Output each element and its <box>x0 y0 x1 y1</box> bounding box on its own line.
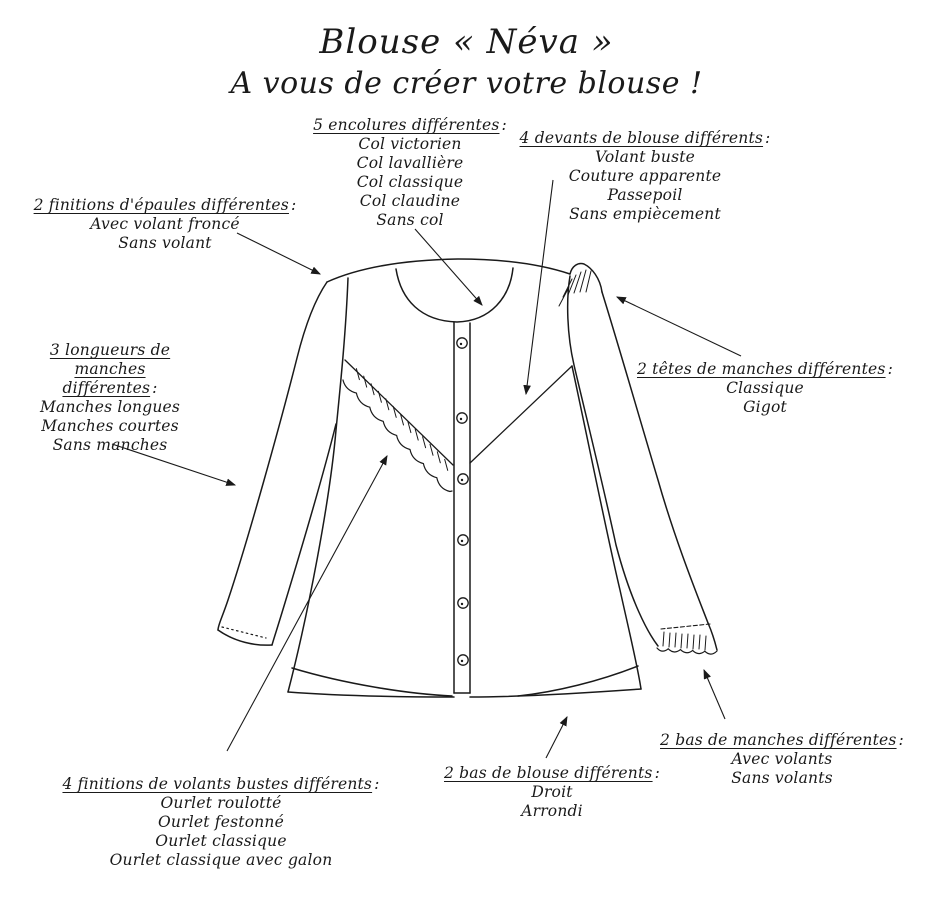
option-label: Classique <box>726 379 804 397</box>
option-label: Sans empiècement <box>569 205 721 223</box>
right-cuff-ruffle-hatches <box>663 632 706 650</box>
colon: : <box>152 379 158 397</box>
annotation-heading: 5 encolures différentes : <box>313 116 507 134</box>
button <box>458 474 468 484</box>
body-right-edge <box>572 366 641 689</box>
page-title: Blouse « Néva » <box>319 22 614 62</box>
annotation-options <box>34 215 297 253</box>
button <box>458 598 468 608</box>
colon: : <box>290 196 297 214</box>
left-cuff-edge <box>218 630 272 645</box>
placket-buttons <box>457 338 468 665</box>
colon: : <box>887 360 894 378</box>
arrow-blouse-hems <box>546 717 567 758</box>
annotation-options <box>520 148 771 224</box>
annotation-bust-ruffles <box>62 775 379 870</box>
annotation-options <box>313 135 507 230</box>
right-cuff-side <box>708 623 717 650</box>
arrow-necklines <box>415 229 482 305</box>
page-subtitle: A vous de créer votre blouse ! <box>230 66 703 101</box>
body-left-edge <box>288 278 348 692</box>
annotation-options <box>444 783 660 821</box>
option-label: Col victorien <box>358 135 462 153</box>
option-label: Sans volant <box>118 234 212 252</box>
option-label: Avec volant froncé <box>90 215 240 233</box>
button <box>457 413 467 423</box>
annotation-fronts <box>520 129 771 224</box>
option-label: Manches courtes <box>41 417 179 435</box>
colon: : <box>374 775 380 793</box>
annotation-options <box>35 398 185 455</box>
arrow-sleeve-heads <box>617 297 741 356</box>
option-label: Couture apparente <box>568 167 722 185</box>
option-label: Gigot <box>743 398 787 416</box>
option-label: Ourlet festonné <box>158 813 284 831</box>
button <box>457 338 467 348</box>
right-cuff-ruffle-scallop <box>657 648 717 654</box>
annotation-heading: 4 devants de blouse différents : <box>519 129 771 147</box>
annotation-heading: 2 bas de blouse différents : <box>443 764 661 782</box>
annotation-options <box>660 750 904 788</box>
option-label: Passepoil <box>607 186 683 204</box>
bust-ruffle-top-edge <box>345 360 453 465</box>
rounded-hem-line-left <box>292 668 452 696</box>
annotation-heading: 2 bas de manches différentes : <box>660 731 904 749</box>
annotation-shoulders <box>34 196 297 253</box>
option-label: Droit <box>531 783 573 801</box>
right-cuff-stitch-dashes <box>661 624 710 629</box>
blouse-details <box>222 270 710 650</box>
annotation-sleeve-heads <box>637 360 893 417</box>
annotation-heading: 3 longueurs de manches différentes : <box>49 341 171 397</box>
option-label: Arrondi <box>521 802 583 820</box>
colon: : <box>765 129 771 147</box>
button <box>458 535 468 545</box>
annotation-sleeve-hems <box>660 731 904 788</box>
option-label: Manches longues <box>39 398 181 416</box>
rounded-hem-line-right <box>518 666 638 696</box>
option-label: Col lavallière <box>356 154 464 172</box>
annotation-necklines <box>313 116 507 230</box>
annotation-heading: 2 têtes de manches différentes : <box>636 360 894 378</box>
option-label: Ourlet roulotté <box>160 794 282 812</box>
left-sleeve-outer-edge <box>218 282 327 630</box>
button <box>458 655 468 665</box>
colon: : <box>654 764 661 782</box>
annotation-heading: 2 finitions d'épaules différentes : <box>33 196 297 214</box>
annotation-arrows <box>112 180 741 758</box>
colon: : <box>501 116 507 134</box>
bust-ruffle-scallop-edge <box>343 380 452 492</box>
right-sleeve-inner-edge <box>568 276 658 646</box>
option-label: Sans volants <box>731 769 833 787</box>
option-label: Ourlet classique avec galon <box>109 851 333 869</box>
option-label: Volant buste <box>594 148 696 166</box>
front-seam <box>470 366 572 463</box>
option-label: Sans manches <box>52 436 168 454</box>
annotation-sleeve-lengths <box>35 341 185 455</box>
annotation-heading: 4 finitions de volants bustes différents : <box>62 775 380 793</box>
annotation-blouse-hems <box>444 764 660 821</box>
option-label: Col classique <box>356 173 464 191</box>
gigot-gather-hatches <box>559 270 591 306</box>
left-sleeve-inner-edge <box>272 424 336 645</box>
annotation-options <box>637 379 893 417</box>
arrow-sleeve-hems <box>704 670 725 719</box>
option-label: Col claudine <box>359 192 461 210</box>
shoulder-top-line <box>327 259 570 282</box>
option-label: Ourlet classique <box>155 832 287 850</box>
neckline <box>396 268 513 322</box>
annotation-options <box>62 794 379 870</box>
option-label: Avec volants <box>731 750 833 768</box>
option-label: Sans col <box>376 211 444 229</box>
right-sleeve-outer-edge <box>602 292 708 623</box>
arrow-bust-ruffles <box>227 456 387 751</box>
colon: : <box>898 731 904 749</box>
